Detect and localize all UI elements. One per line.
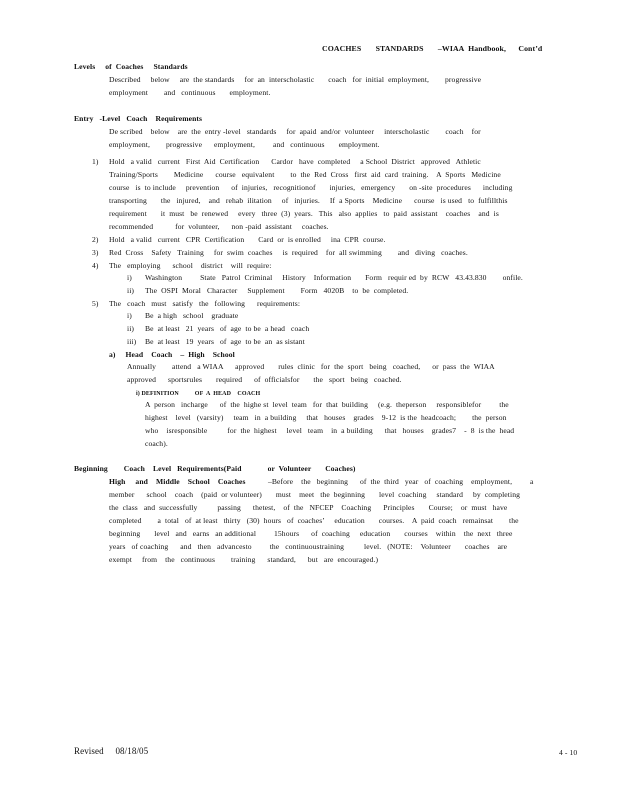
list-item-line: transporting the injured, and rehab ilitation of injuries. If a Sports Medicine course is used to fulfillthis: [109, 196, 508, 205]
list-item-line: Red Cross Safety Training for swim coaches is required for all swimming and diving coaches.: [109, 248, 468, 257]
entry-para-line: employment, progressive employment, and continuous employment.: [109, 140, 380, 149]
entry-heading: Entry -Level Coach Requirements: [74, 114, 203, 123]
list-item-number: 2): [92, 235, 99, 244]
beginning-line: exempt from the continuous training standard, but are encouraged.): [109, 555, 379, 564]
beginning-line: completed a total of at least thirty (30) hours of coaches’ education courses. A paid coach remainsat the: [109, 516, 519, 525]
beginning-subheading: High and Middle School Coaches: [109, 477, 246, 486]
beginning-line: –Before the beginning of the third year of coaching employment, a: [268, 477, 534, 486]
list-item-line: Training/Sports Medicine course equivalent to the Red Cross first aid card training. A Sports Medicine: [109, 170, 501, 179]
list-item-number: 1): [92, 157, 99, 166]
sub-item-number: ii): [127, 324, 135, 333]
beginning-line: beginning level and earns an additional 15hours of coaching education courses within the next three: [109, 529, 513, 538]
definition-line: A person incharge of the highe st level team for that building (e.g. theperson responsiblefor the: [145, 400, 509, 409]
definition-line: who isresponsible for the highest level team in a building that houses grades7 - 8 is the head: [145, 426, 515, 435]
list-item-line: course is to include prevention of injuries, recognitionof injuries, emergency on -site procedures including: [109, 183, 513, 192]
list-item-line: The coach must satisfy the following requirements:: [109, 299, 301, 308]
beginning-heading: Beginning Coach Level Requirements(Paid or Volunteer Coaches): [74, 464, 356, 473]
definition-heading: i) DEFINITION OF A HEAD COACH: [136, 391, 261, 397]
beginning-line: years of coaching and then advancesto the continuoustraining level. (NOTE: Volunteer coaches are: [109, 542, 508, 551]
sub-item-number: ii): [127, 286, 135, 295]
head-coach-line: Annually attend a WIAA approved rules clinic for the sport being coached, or pass the WIAA: [127, 362, 495, 371]
sub-item-text: The OSPI Moral Character Supplement Form 4020B to be completed.: [145, 286, 409, 295]
list-item-number: 5): [92, 299, 99, 308]
sub-item-text: Be a high school graduate: [145, 311, 239, 320]
levels-para-line: employment and continuous employment.: [109, 88, 271, 97]
levels-heading: Levels of Coaches Standards: [74, 62, 188, 71]
list-item-line: Hold a valid current First Aid Certification Cardor have completed a School District approved Athletic: [109, 157, 481, 166]
list-item-line: requirement it must be renewed every three (3) years. This also applies to paid assistant coaches and is: [109, 209, 499, 218]
head-coach-line: approved sportsrules required of officialsfor the sport being coached.: [127, 375, 402, 384]
list-item-line: The employing school district will require:: [109, 261, 272, 270]
levels-para-line: Described below are the standards for an interscholastic coach for initial employment, progressive: [109, 75, 482, 84]
sub-item-text: Be at least 19 years of age to be an as sistant: [145, 337, 305, 346]
sub-item-text: Be at least 21 years of age to be a head coach: [145, 324, 310, 333]
beginning-line: member school coach (paid or volunteer) must meet the beginning level coaching standard by completing: [109, 490, 520, 499]
list-item-number: 4): [92, 261, 99, 270]
entry-para-line: De scribed below are the entry -level standards for apaid and/or volunteer interscholastic coach for: [109, 127, 481, 136]
definition-line: highest level (varsity) team in a building that houses grades 9-12 is the headcoach; the person: [145, 413, 507, 422]
sub-item-number: iii): [127, 337, 137, 346]
list-item-line: recommended for volunteer, non -paid assistant coaches.: [109, 222, 329, 231]
definition-line: coach).: [145, 439, 168, 448]
head-coach-heading: a) Head Coach – High School: [109, 350, 235, 359]
footer-revised-date: Revised 08/18/05: [74, 746, 149, 756]
sub-item-text: Washington State Patrol Criminal History Information Form requir ed by RCW 43.43.830 onfile.: [145, 273, 523, 282]
footer-page-number: 4 - 10: [559, 748, 578, 757]
sub-item-number: i): [127, 273, 132, 282]
beginning-line: the class and successfully passing thetest, of the NFCEP Coaching Principles Course; or must have: [109, 503, 508, 512]
list-item-number: 3): [92, 248, 99, 257]
sub-item-number: i): [127, 311, 132, 320]
page-header-title: COACHES STANDARDS –WIAA Handbook, Cont’d: [322, 44, 543, 53]
list-item-line: Hold a valid current CPR Certification Card or is enrolled ina CPR course.: [109, 235, 386, 244]
